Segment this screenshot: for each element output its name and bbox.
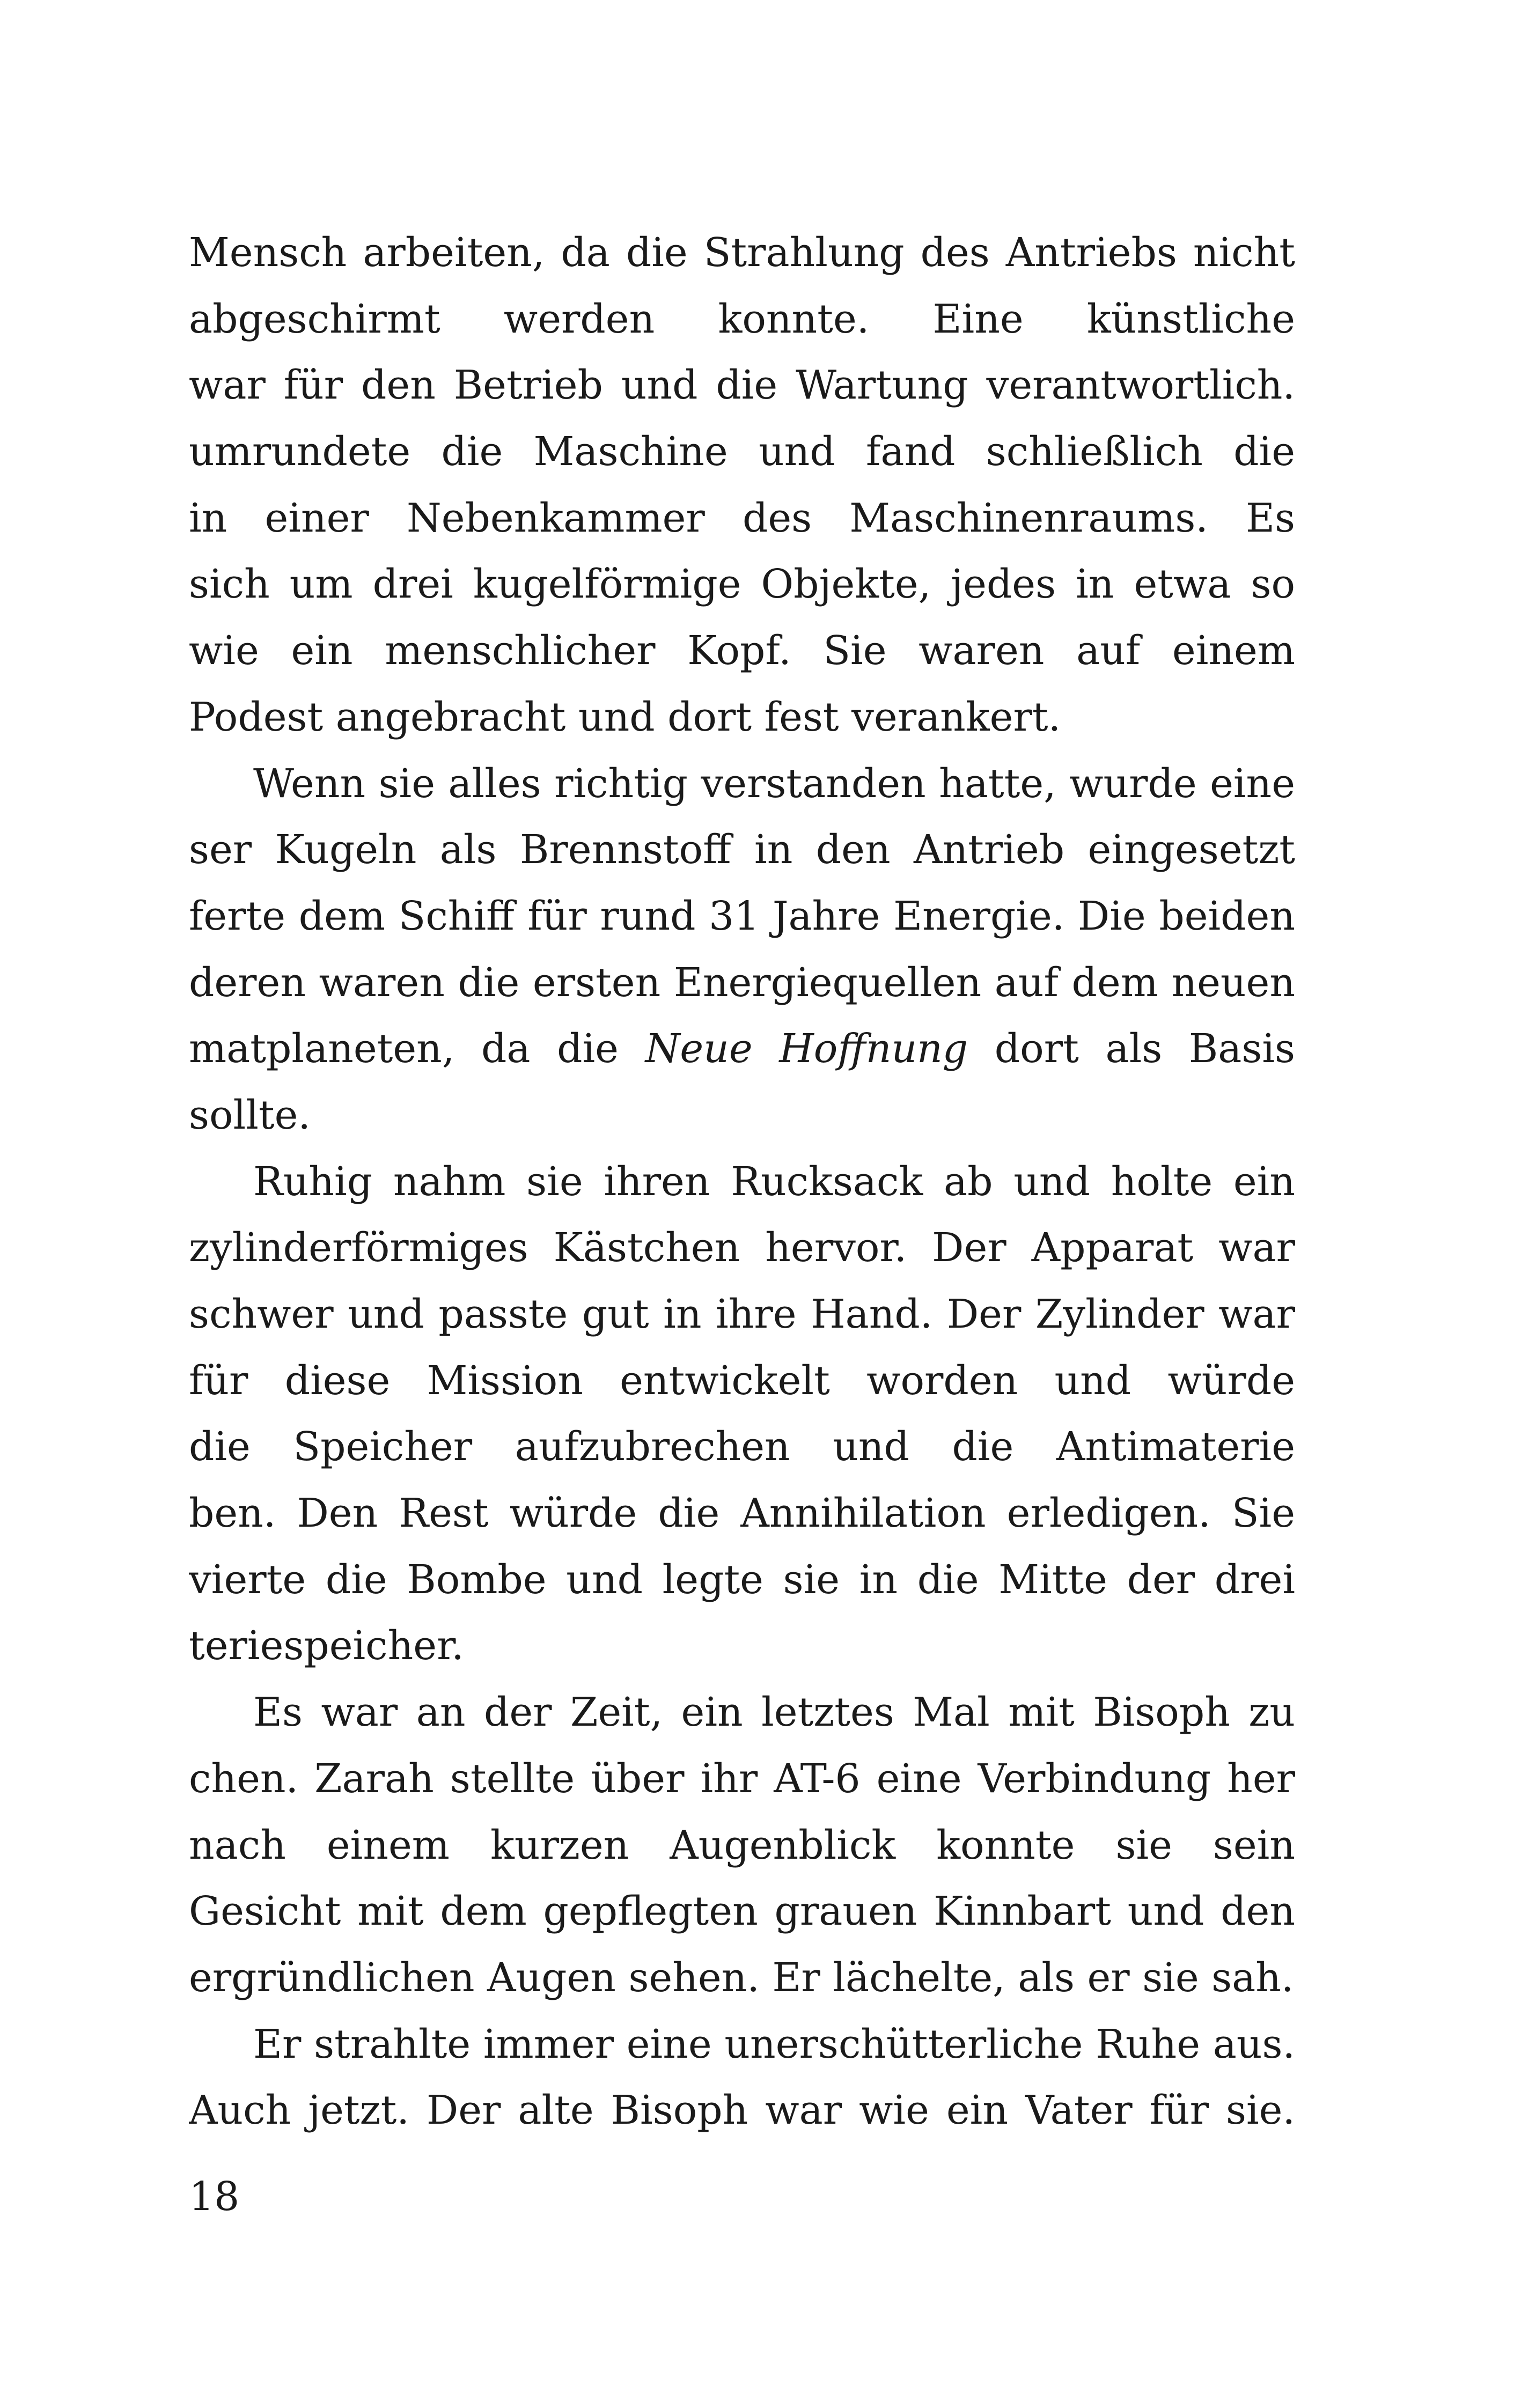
text-line: zylinderförmiges Kästchen hervor. Der Apparat war — [189, 1225, 1295, 1271]
text-line: umrundete die Maschine und fand schließlich die — [189, 429, 1295, 475]
paragraph — [189, 220, 1295, 751]
text-line: ergründlichen Augen sehen. Er lächelte, als er sie sah. — [189, 1954, 1294, 2001]
paragraph — [189, 751, 1295, 1149]
text-run: dort als Basis — [994, 1026, 1295, 1072]
text-line: Mensch arbeiten, da die Strahlung des Antriebs nicht — [189, 230, 1295, 276]
text-line: ferte dem Schiff für rund 31 Jahre Energie. Die beiden — [189, 893, 1295, 939]
text-line: sollte. — [189, 1092, 311, 1138]
text-line: Wenn sie alles richtig verstanden hatte, wurde eine — [253, 760, 1295, 807]
text-line: Podest angebracht und dort fest verankert. — [189, 694, 1061, 740]
text-line: Er strahlte immer eine unerschütterliche Ruhe aus. — [253, 2021, 1295, 2067]
text-line: Ruhig nahm sie ihren Rucksack ab und holte ein — [253, 1158, 1295, 1205]
text-line: chen. Zarah stellte über ihr AT-6 eine Verbindung her — [189, 1755, 1295, 1802]
text-line: ben. Den Rest würde die Annihilation erledigen. Sie — [189, 1490, 1295, 1537]
paragraph — [189, 1680, 1295, 2011]
text-line: vierte die Bombe und legte sie in die Mitte der drei — [189, 1556, 1295, 1603]
paragraph — [189, 1149, 1295, 1680]
text-line: nach einem kurzen Augenblick konnte sie sein — [189, 1822, 1295, 1868]
text-line: abgeschirmt werden konnte. Eine künstliche — [189, 296, 1295, 342]
text-line: Gesicht mit dem gepflegten grauen Kinnbart und den — [189, 1888, 1295, 1935]
text-line: sich um drei kugelförmige Objekte, jedes in etwa so — [189, 561, 1295, 608]
text-line: für diese Mission entwickelt worden und würde — [189, 1357, 1295, 1404]
text-line: Es war an der Zeit, ein letztes Mal mit Bisoph zu — [253, 1689, 1295, 1736]
text-line: teriespeicher. — [189, 1623, 464, 1669]
text-line: schwer und passte gut in ihre Hand. Der Zylinder war — [189, 1291, 1295, 1337]
ship-name: Neue Hoffnung — [645, 1026, 968, 1072]
body-text — [189, 220, 1295, 2144]
text-line: war für den Betrieb und die Wartung verantwortlich. — [189, 362, 1295, 409]
text-line: wie ein menschlicher Kopf. Sie waren auf einem — [189, 628, 1295, 674]
text-line: in einer Nebenkammer des Maschinenraums. Es — [189, 495, 1295, 541]
text-line: deren waren die ersten Energiequellen auf dem neuen — [189, 959, 1295, 1006]
page-number: 18 — [189, 2174, 240, 2220]
text-line — [189, 1016, 1295, 1083]
paragraph — [189, 2012, 1295, 2144]
text-line: Auch jetzt. Der alte Bisoph war wie ein Vater für sie. — [189, 2087, 1295, 2134]
text-line: ser Kugeln als Brennstoff in den Antrieb eingesetzt — [189, 827, 1295, 873]
text-run: matplaneten, da die — [189, 1026, 645, 1072]
text-line: die Speicher aufzubrechen und die Antimaterie — [189, 1424, 1295, 1470]
